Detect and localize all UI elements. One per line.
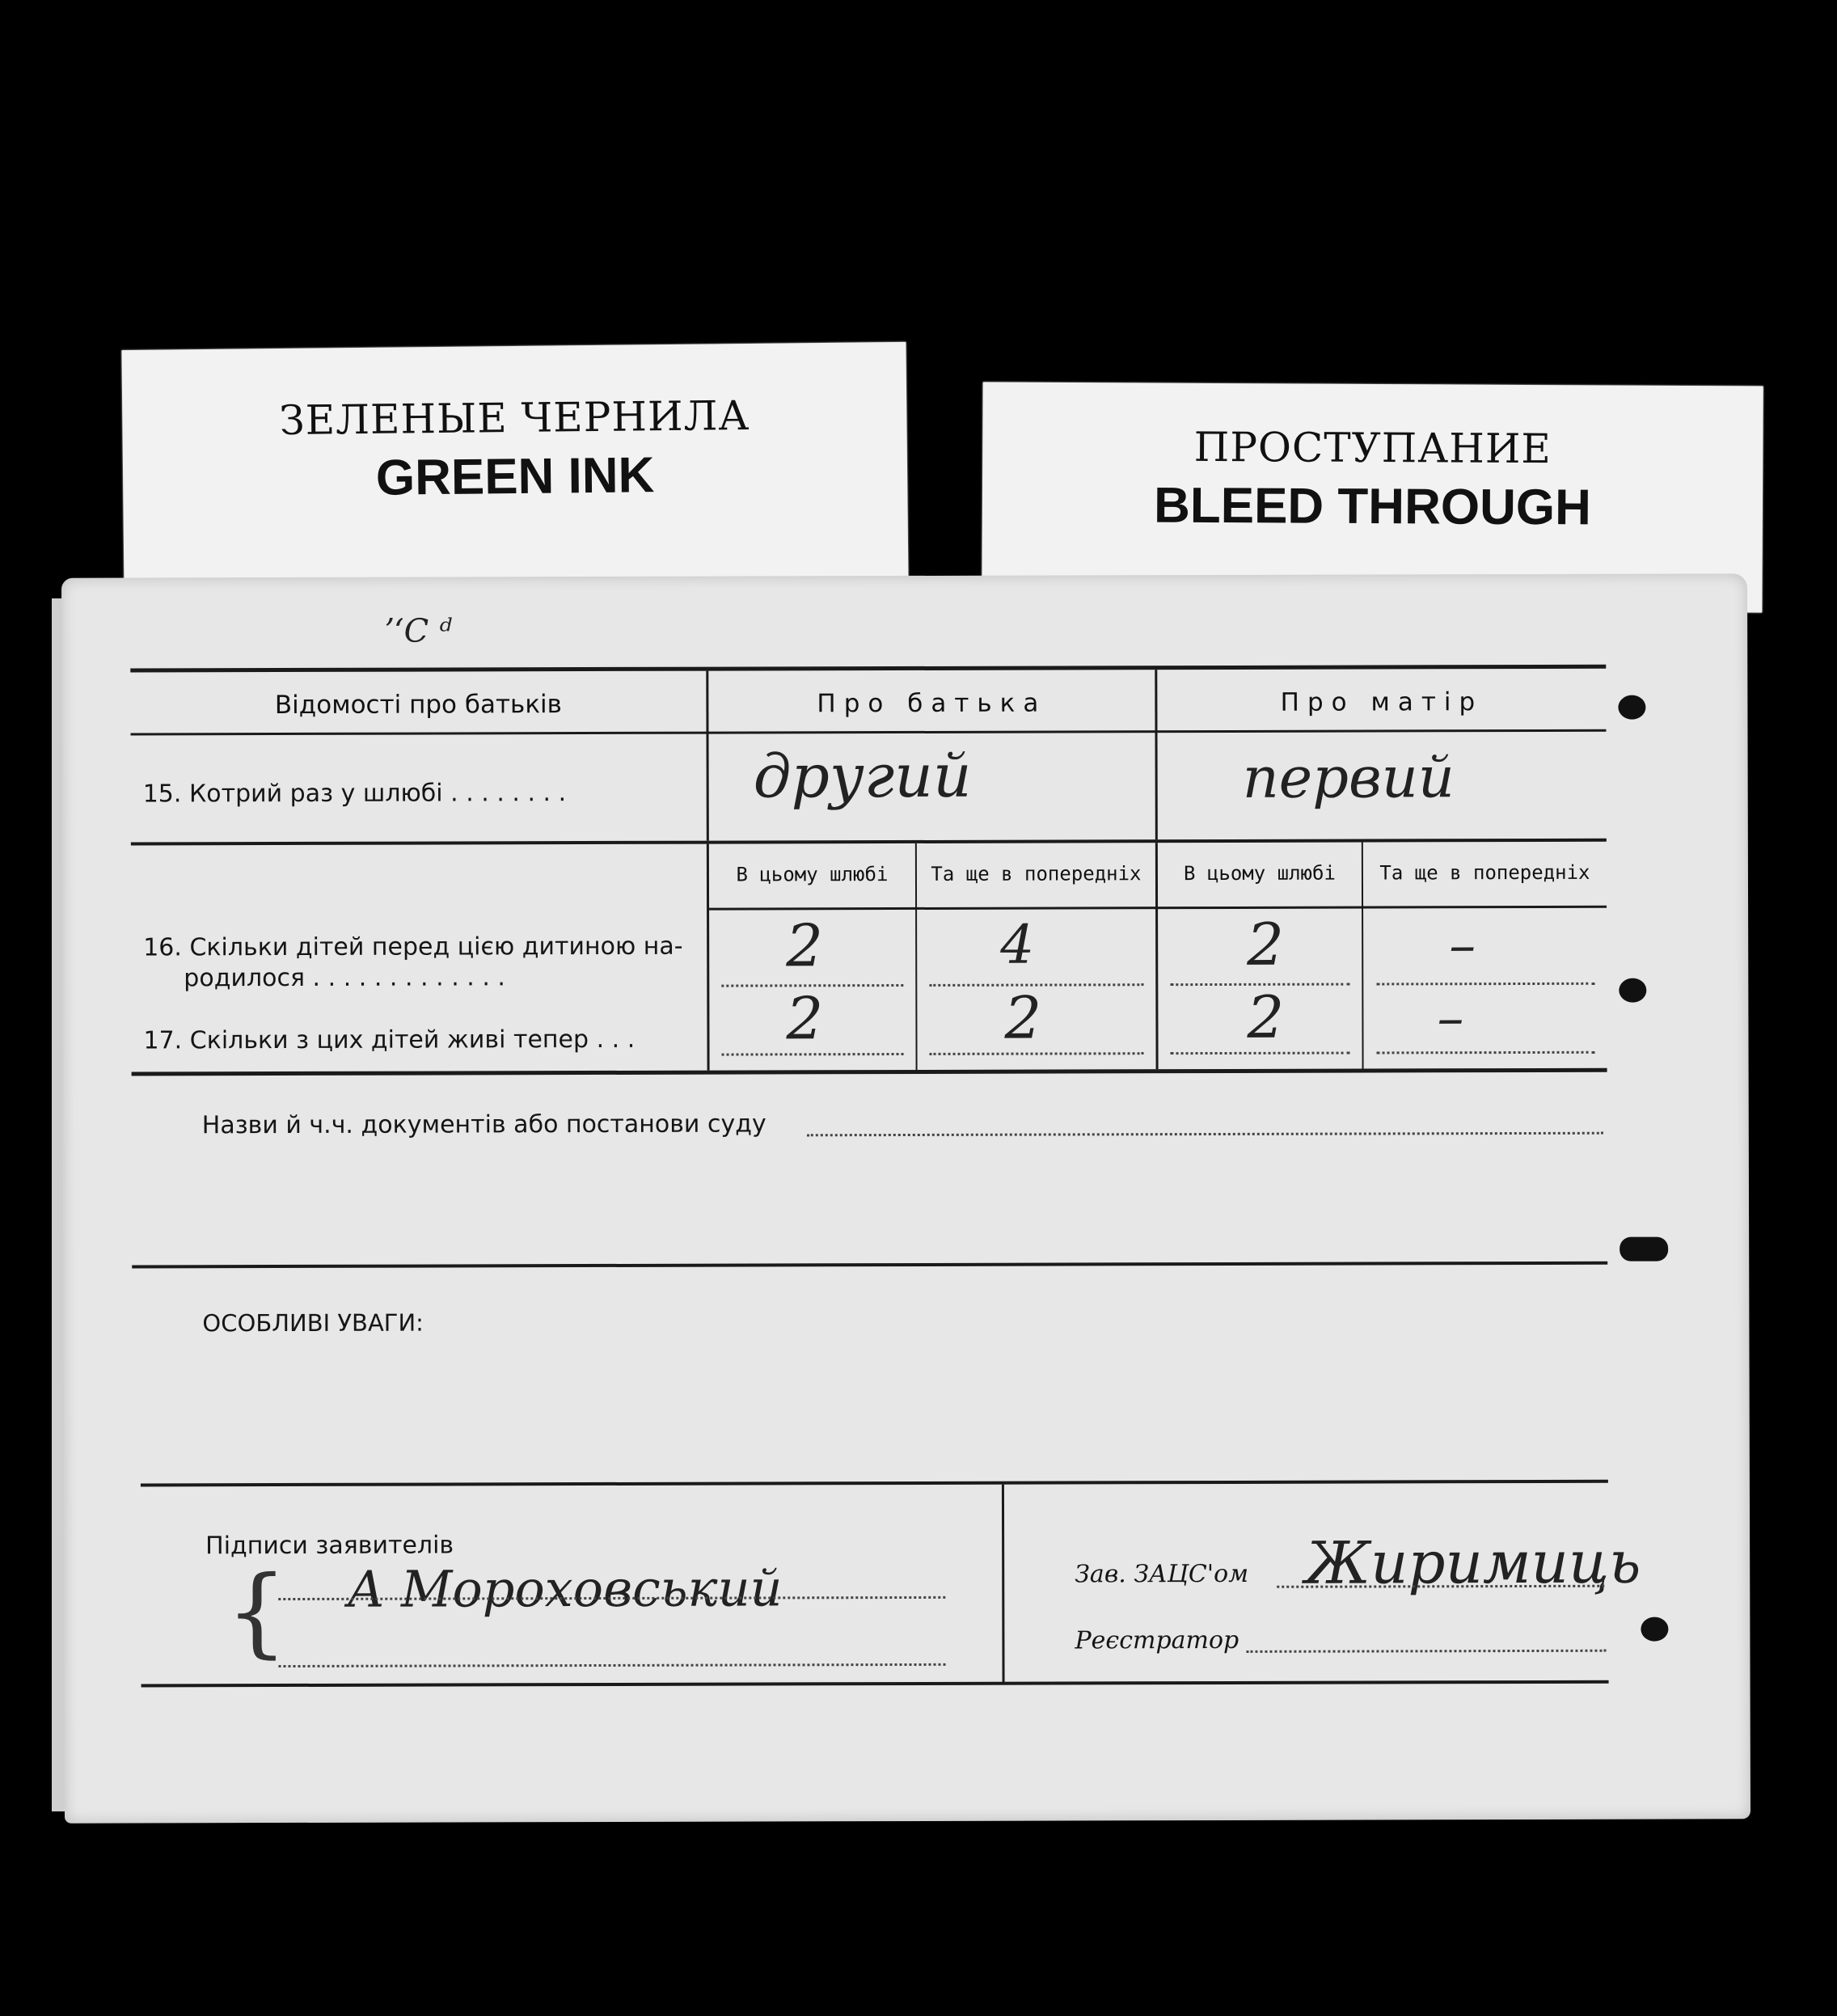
row-16-father-prev: 4 [1000,913,1035,976]
row-15-mother-value: первий [1242,744,1455,811]
registrar-label: Реєстратор [1075,1625,1239,1655]
punch-hole [1618,695,1645,720]
subheader-mother-this: В цьому шлюбі [1183,861,1336,885]
row-17-dotline [1171,1052,1350,1055]
row-17-dotline [1377,1051,1595,1054]
row-16-mother-this: 2 [1247,910,1285,978]
row-17-dotline [930,1052,1144,1055]
subheader-father-this: В цьому шлюбі [736,863,889,886]
row-17-label: 17. Скільки з цих дітей живі тепер . . . [143,1025,636,1055]
punch-hole [1641,1617,1668,1642]
notes-label: ОСОБЛИВІ УВАГИ: [202,1308,424,1338]
row-15-bottom-rule [131,839,1607,846]
applicants-label: Підписи заявителів [205,1531,454,1561]
documents-label: Назви й ч.ч. документів або постанови суду [201,1109,766,1140]
subheader-father-previous: Та ще в попередніх [931,862,1142,885]
row-16-label-line1: 16. Скільки дітей перед цією дитиною на- [143,932,683,962]
notes-bottom-rule [141,1480,1608,1487]
table-bottom-rule [132,1068,1607,1076]
green-ink-en: GREEN INK [375,447,655,506]
row-16-dotline [1376,983,1594,986]
header-father: Про батька [817,688,1047,719]
signatures-bottom-rule [141,1680,1609,1688]
row-17-mother-this: 2 [1247,983,1285,1051]
applicants-brace: { [226,1556,288,1669]
head-signature: Жиримиць [1305,1528,1641,1597]
row-17-mother-prev: – [1437,987,1464,1050]
corner-mark: ʼʻС ᵈ [383,612,452,650]
header-mother: Про матір [1280,687,1484,717]
row-17-father-this: 2 [786,984,824,1053]
row-17-dotline [722,1053,904,1056]
head-label: Зав. ЗАЦС'ом [1075,1559,1249,1589]
header-parents-info: Відомості про батьків [274,690,562,721]
applicant-signature: А Мороховський [347,1558,783,1619]
row-15-label: 15. Котрий раз у шлюбі . . . . . . . . [142,779,567,809]
row-15-father-value: другий [753,741,972,812]
bleed-through-ru: ПРОСТУПАНИЕ [1193,423,1552,473]
documents-bottom-rule [132,1262,1607,1269]
row-16-label-line2: родилося . . . . . . . . . . . . . [184,963,505,993]
registrar-signature-line [1246,1650,1606,1653]
applicant-signature-line [279,1663,946,1667]
table-top-rule [130,665,1606,673]
signatures-divider [1002,1485,1005,1683]
green-ink-ru: ЗЕЛЕНЫЕ ЧЕРНИЛА [279,391,750,445]
header-bottom-rule [130,729,1606,736]
row-17-father-prev: 2 [1004,983,1042,1052]
document-sheet [61,573,1750,1823]
documents-dotline [807,1132,1603,1137]
row-16-mother-prev: – [1449,914,1476,977]
subheader-mother-previous: Та ще в попередніх [1379,860,1590,885]
row-16-father-this: 2 [786,911,824,980]
green-ink-card [121,342,908,593]
bleed-through-en: BLEED THROUGH [1153,477,1592,536]
punch-hole [1620,1237,1668,1262]
punch-hole [1619,978,1646,1003]
